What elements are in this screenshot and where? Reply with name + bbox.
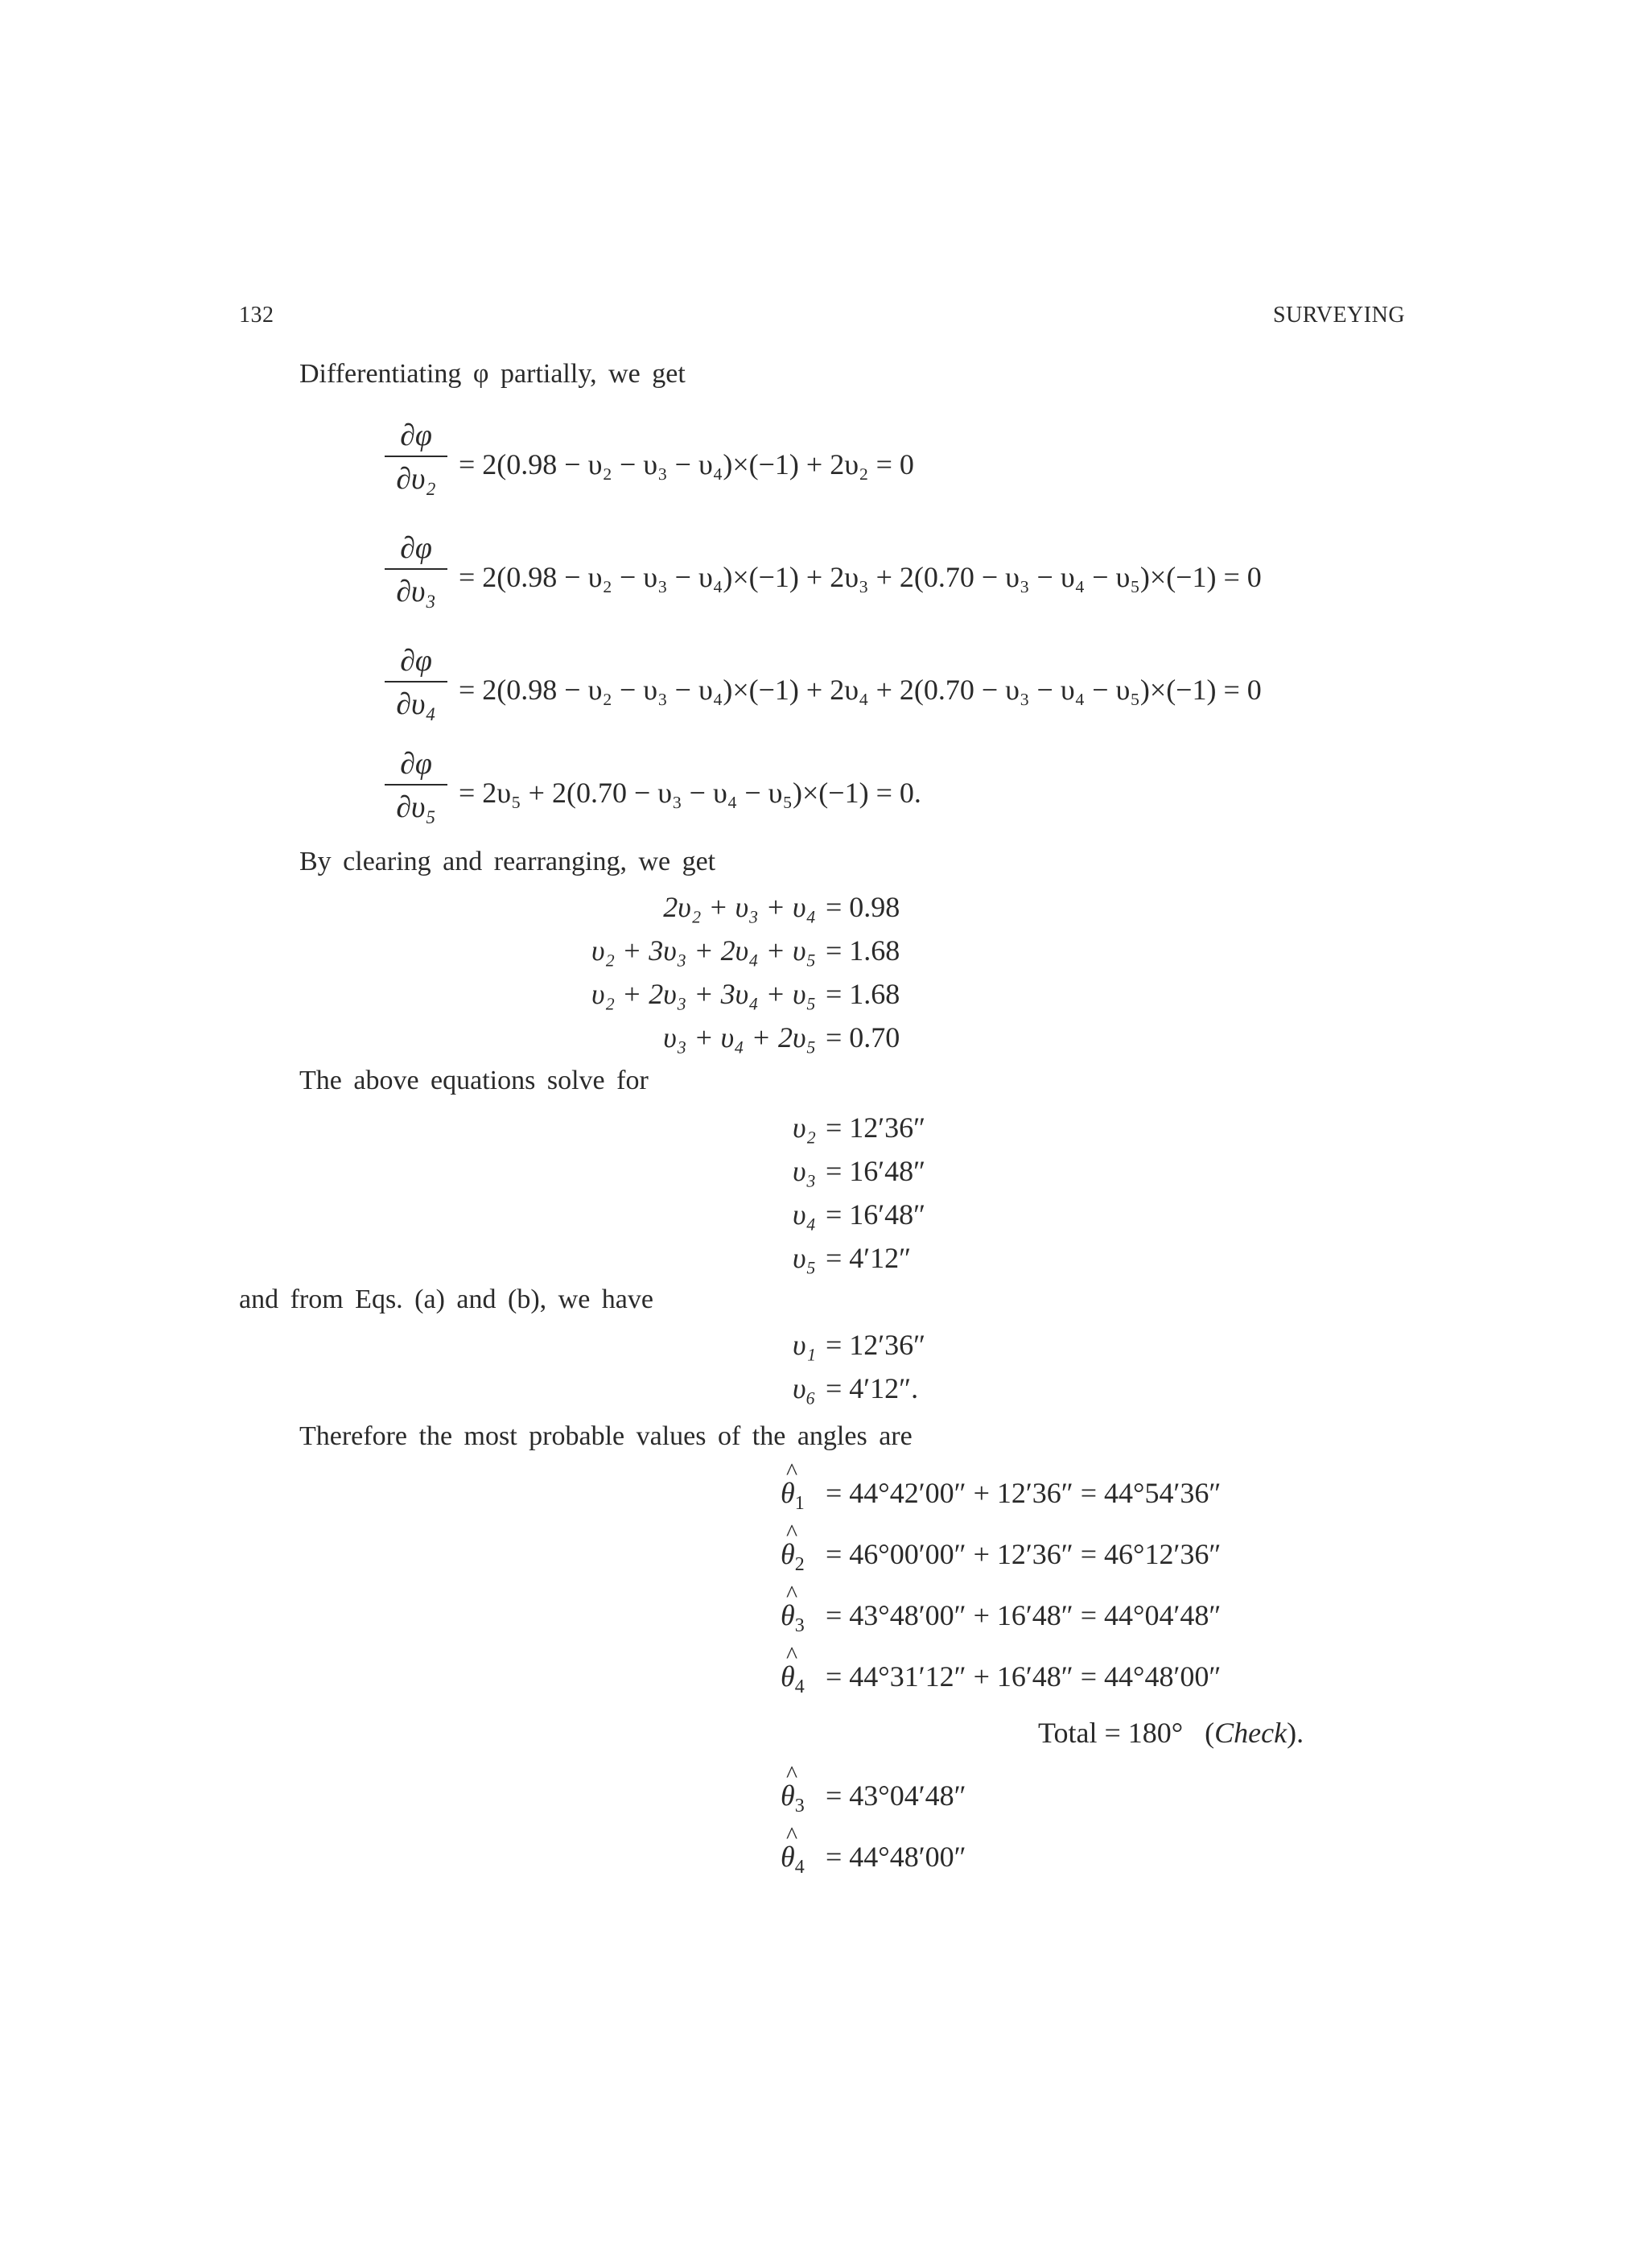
solution-rhs: = 12′36″	[826, 1111, 926, 1144]
check-label: Check	[1214, 1717, 1288, 1749]
fraction-denominator: ∂υ₂	[396, 462, 436, 496]
fraction-dphi-dv5	[385, 745, 447, 826]
angle-subscript: 3	[794, 1615, 805, 1637]
angle-symbol	[781, 1476, 805, 1515]
angle-rhs: = 44°31′12″ + 16′48″ = 44°48′00″	[826, 1660, 1222, 1693]
running-title: SURVEYING	[1273, 303, 1406, 328]
solution-lhs: υ₁	[792, 1329, 816, 1361]
solution-lhs: υ₆	[792, 1372, 816, 1404]
derivative-rhs-v2: = 2(0.98 − υ₂ − υ₃ − υ₄)×(−1) + 2υ₂ = 0	[459, 448, 914, 480]
normal-eq-rhs: = 0.98	[826, 891, 900, 923]
angle-subscript: 3	[794, 1796, 805, 1817]
angle-subscript: 2	[794, 1554, 805, 1576]
fraction-bar	[385, 456, 447, 457]
derivative-rhs-v3: = 2(0.98 − υ₂ − υ₃ − υ₄)×(−1) + 2υ₃ + 2(0.70 − υ₃ − υ₄ − υ₅)×(−1) = 0	[459, 561, 1262, 593]
theta-hat: ^ θ	[781, 1840, 795, 1874]
total-label: Total = 180°	[1038, 1717, 1184, 1749]
fraction-bar	[385, 784, 447, 786]
angle-rhs: = 43°04′48″	[826, 1779, 966, 1812]
fraction-bar	[385, 681, 447, 682]
fraction-denominator: ∂υ₄	[396, 687, 436, 721]
theta-hat: ^ θ	[781, 1476, 795, 1510]
solution-rhs: = 12′36″	[826, 1329, 926, 1361]
angle-rhs: = 46°00′00″ + 12′36″ = 46°12′36″	[826, 1538, 1222, 1570]
intro-text: Differentiating φ partially, we get	[299, 359, 686, 389]
page-number: 132	[239, 303, 274, 328]
angle-subscript: 4	[794, 1857, 805, 1878]
fraction-numerator: ∂φ	[400, 419, 432, 452]
normal-eq-rhs: = 1.68	[826, 934, 900, 967]
angle-rhs: = 44°42′00″ + 12′36″ = 44°54′36″	[826, 1477, 1222, 1509]
solution-lhs: υ₂	[792, 1111, 816, 1144]
normal-eq-lhs: 2υ₂ + υ₃ + υ₄	[663, 891, 816, 923]
solution-rhs: = 4′12″.	[826, 1372, 919, 1404]
angle-rhs: = 44°48′00″	[826, 1841, 966, 1873]
solution-lhs: υ₄	[792, 1198, 816, 1231]
derivative-rhs-v5: = 2υ₅ + 2(0.70 − υ₃ − υ₄ − υ₅)×(−1) = 0.	[459, 777, 921, 809]
fraction-numerator: ∂φ	[400, 531, 432, 565]
theta-hat: ^ θ	[781, 1660, 795, 1693]
normal-eq-lhs: υ₂ + 2υ₃ + 3υ₄ + υ₅	[591, 978, 816, 1010]
normal-eq-lhs: υ₂ + 3υ₃ + 2υ₄ + υ₅	[591, 934, 816, 967]
solution-rhs: = 16′48″	[826, 1198, 926, 1231]
angle-symbol	[781, 1840, 805, 1878]
theta-hat: ^ θ	[781, 1779, 795, 1812]
probable-text: Therefore the most probable values of the angles are	[299, 1421, 913, 1451]
solve-text: The above equations solve for	[299, 1066, 649, 1095]
angle-symbol	[781, 1779, 805, 1817]
solution-lhs: υ₅	[792, 1242, 816, 1274]
normal-eq-lhs: υ₃ + υ₄ + 2υ₅	[663, 1021, 816, 1054]
theta-hat: ^ θ	[781, 1598, 795, 1632]
eqs-text: and from Eqs. (a) and (b), we have	[239, 1285, 653, 1314]
solution-rhs: = 4′12″	[826, 1242, 912, 1274]
fraction-bar	[385, 568, 447, 570]
normal-eq-rhs: = 0.70	[826, 1021, 900, 1054]
fraction-numerator: ∂φ	[400, 644, 432, 678]
clearing-text: By clearing and rearranging, we get	[299, 847, 716, 876]
angle-subscript: 1	[794, 1493, 805, 1515]
total-line: Total = 180° (Check).	[1038, 1717, 1304, 1749]
theta-hat: ^ θ	[781, 1537, 795, 1571]
angle-symbol	[781, 1598, 805, 1637]
fraction-dphi-dv4	[385, 642, 447, 723]
angle-subscript: 4	[794, 1676, 805, 1698]
angle-rhs: = 43°48′00″ + 16′48″ = 44°04′48″	[826, 1599, 1222, 1631]
solution-rhs: = 16′48″	[826, 1155, 926, 1187]
angle-symbol	[781, 1660, 805, 1698]
fraction-dphi-dv3	[385, 530, 447, 610]
fraction-denominator: ∂υ₅	[396, 790, 436, 824]
derivative-rhs-v4: = 2(0.98 − υ₂ − υ₃ − υ₄)×(−1) + 2υ₄ + 2(0.70 − υ₃ − υ₄ − υ₅)×(−1) = 0	[459, 674, 1262, 706]
fraction-denominator: ∂υ₃	[396, 575, 436, 608]
angle-symbol	[781, 1537, 805, 1576]
solution-lhs: υ₃	[792, 1155, 816, 1187]
fraction-numerator: ∂φ	[400, 747, 432, 781]
normal-eq-rhs: = 1.68	[826, 978, 900, 1010]
fraction-dphi-dv2	[385, 417, 447, 497]
